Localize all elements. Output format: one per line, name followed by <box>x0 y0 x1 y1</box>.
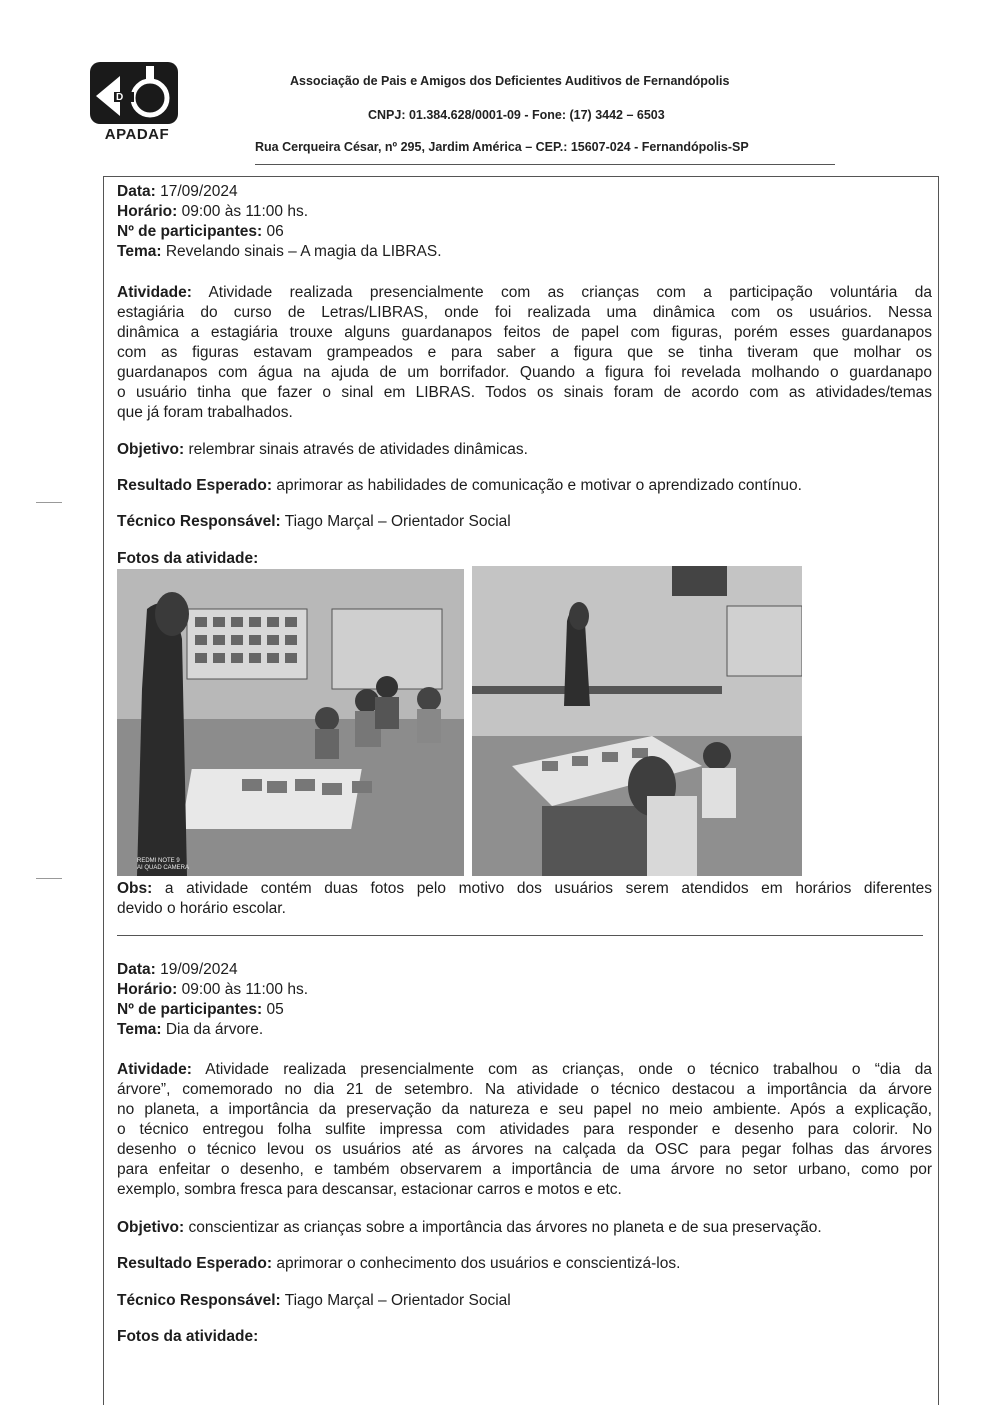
horario-value: 09:00 às 11:00 hs. <box>177 203 308 220</box>
organization-name: Associação de Pais e Amigos dos Deficientes Auditivos de Fernandópolis <box>290 74 730 88</box>
participantes-value: 06 <box>262 223 284 240</box>
entry-1-fotos-label: Fotos da atividade: <box>117 550 259 567</box>
entry-1-atividade <box>117 283 932 423</box>
margin-mark <box>36 878 62 879</box>
activity-photo-2 <box>472 566 802 876</box>
objetivo-label: Objetivo: <box>117 1219 185 1236</box>
address: Rua Cerqueira César, nº 295, Jardim América – CEP.: 15607-024 - Fernandópolis-SP <box>255 140 749 154</box>
svg-text:AI QUAD CAMERA: AI QUAD CAMERA <box>137 865 190 871</box>
obs-line: devido o horário escolar. <box>117 900 286 917</box>
atividade-line: com as figuras estavam grampeados e para saber a figura que se tinha tiveram que molhar os <box>117 344 932 361</box>
entry-1-objetivo <box>117 440 932 460</box>
entry-2-objetivo <box>117 1218 932 1238</box>
data-value: 19/09/2024 <box>155 961 238 978</box>
margin-mark <box>36 502 62 503</box>
participantes-label: Nº de participantes: <box>117 223 263 240</box>
entry-1-meta <box>117 182 932 262</box>
atividade-line: para enfeitar o desenho, e também observarem a importância de uma árvore no setor urbano, como por <box>117 1161 932 1178</box>
atividade-line: Atividade realizada presencialmente com as crianças com a participação voluntária da <box>191 284 932 301</box>
tema-label: Tema: <box>117 243 162 260</box>
tema-label: Tema: <box>117 1021 162 1038</box>
activity-photo-1 <box>117 569 464 876</box>
horario-value: 09:00 às 11:00 hs. <box>177 981 308 998</box>
atividade-label: Atividade: <box>117 284 192 301</box>
atividade-line: desenho o técnico levou os usuários até as árvores na calçada da OSC para pegar folhas das árvores <box>117 1141 932 1158</box>
resultado-value: aprimorar as habilidades de comunicação e motivar o aprendizado contínuo. <box>272 477 802 494</box>
tema-value: Revelando sinais – A magia da LIBRAS. <box>161 243 442 260</box>
objetivo-label: Objetivo: <box>117 441 185 458</box>
obs-line: a atividade contém duas fotos pelo motivo dos usuários serem atendidos em horários diferentes <box>152 880 932 897</box>
entry-1-resultado <box>117 476 932 496</box>
letterhead <box>0 0 992 170</box>
objetivo-value: relembrar sinais através de atividades dinâmicas. <box>184 441 528 458</box>
atividade-label: Atividade: <box>117 1061 192 1078</box>
data-label: Data: <box>117 961 156 978</box>
svg-text:REDMI NOTE 9: REDMI NOTE 9 <box>137 858 180 864</box>
atividade-line: guardanapos com água na ajuda de um borrifador. Quando a figura foi revelada molhando o guardanapo <box>117 364 932 381</box>
atividade-line: árvore”, comemorado no dia 21 de setembro. Na atividade o técnico destacou a importância da árvore <box>117 1081 932 1098</box>
entry-2-meta <box>117 960 932 1040</box>
tecnico-label: Técnico Responsável: <box>117 1292 281 1309</box>
data-value: 17/09/2024 <box>155 183 238 200</box>
entry-separator <box>117 935 923 936</box>
participantes-value: 05 <box>262 1001 284 1018</box>
atividade-line: dinâmica a estagiária trouxe alguns guardanapos feitos de papel com figuras, porém esses guardanapos <box>117 324 932 341</box>
entry-1-tecnico <box>117 512 932 532</box>
resultado-label: Resultado Esperado: <box>117 1255 273 1272</box>
entry-2-tecnico <box>117 1291 932 1311</box>
entry-2-resultado <box>117 1254 932 1274</box>
atividade-line: Atividade realizada presencialmente com as crianças, onde o técnico trabalhou o “dia da <box>191 1061 932 1078</box>
atividade-line: exemplo, sombra fresca para descansar, estacionar carros e motos e etc. <box>117 1181 622 1198</box>
atividade-line: estagiária do curso de Letras/LIBRAS, onde foi realizada uma dinâmica com os usuários. Nessa <box>117 304 932 321</box>
svg-text:D: D <box>116 92 124 103</box>
participantes-label: Nº de participantes: <box>117 1001 263 1018</box>
tecnico-label: Técnico Responsável: <box>117 513 281 530</box>
obs-label: Obs: <box>117 880 153 897</box>
atividade-line: que já foram trabalhados. <box>117 404 293 421</box>
horario-label: Horário: <box>117 981 178 998</box>
data-label: Data: <box>117 183 156 200</box>
resultado-label: Resultado Esperado: <box>117 477 273 494</box>
resultado-value: aprimorar o conhecimento dos usuários e conscientizá-los. <box>272 1255 681 1272</box>
header-rule <box>255 164 835 165</box>
entry-2-atividade <box>117 1060 932 1200</box>
logo-text: APADAF <box>104 126 170 143</box>
tecnico-value: Tiago Marçal – Orientador Social <box>280 513 511 530</box>
entry-1-obs <box>117 879 932 919</box>
atividade-line: o usuário tinha que fazer o sinal em LIBRAS. Todos os sinais foram de acordo com as atividades/temas <box>117 384 932 401</box>
atividade-line: no planeta, a importância da preservação da natureza e seu papel no meio ambiente. Após a explicação, <box>117 1101 932 1118</box>
tema-value: Dia da árvore. <box>161 1021 264 1038</box>
horario-label: Horário: <box>117 203 178 220</box>
cnpj-phone: CNPJ: 01.384.628/0001-09 - Fone: (17) 3442 – 6503 <box>368 108 665 122</box>
objetivo-value: conscientizar as crianças sobre a importância das árvores no planeta e de sua preservação. <box>184 1219 822 1236</box>
atividade-line: o técnico entregou folha sulfite impressa com atividades para responder e desenho para colorir. No <box>117 1121 932 1138</box>
entry-2-fotos-label: Fotos da atividade: <box>117 1328 259 1345</box>
tecnico-value: Tiago Marçal – Orientador Social <box>280 1292 511 1309</box>
